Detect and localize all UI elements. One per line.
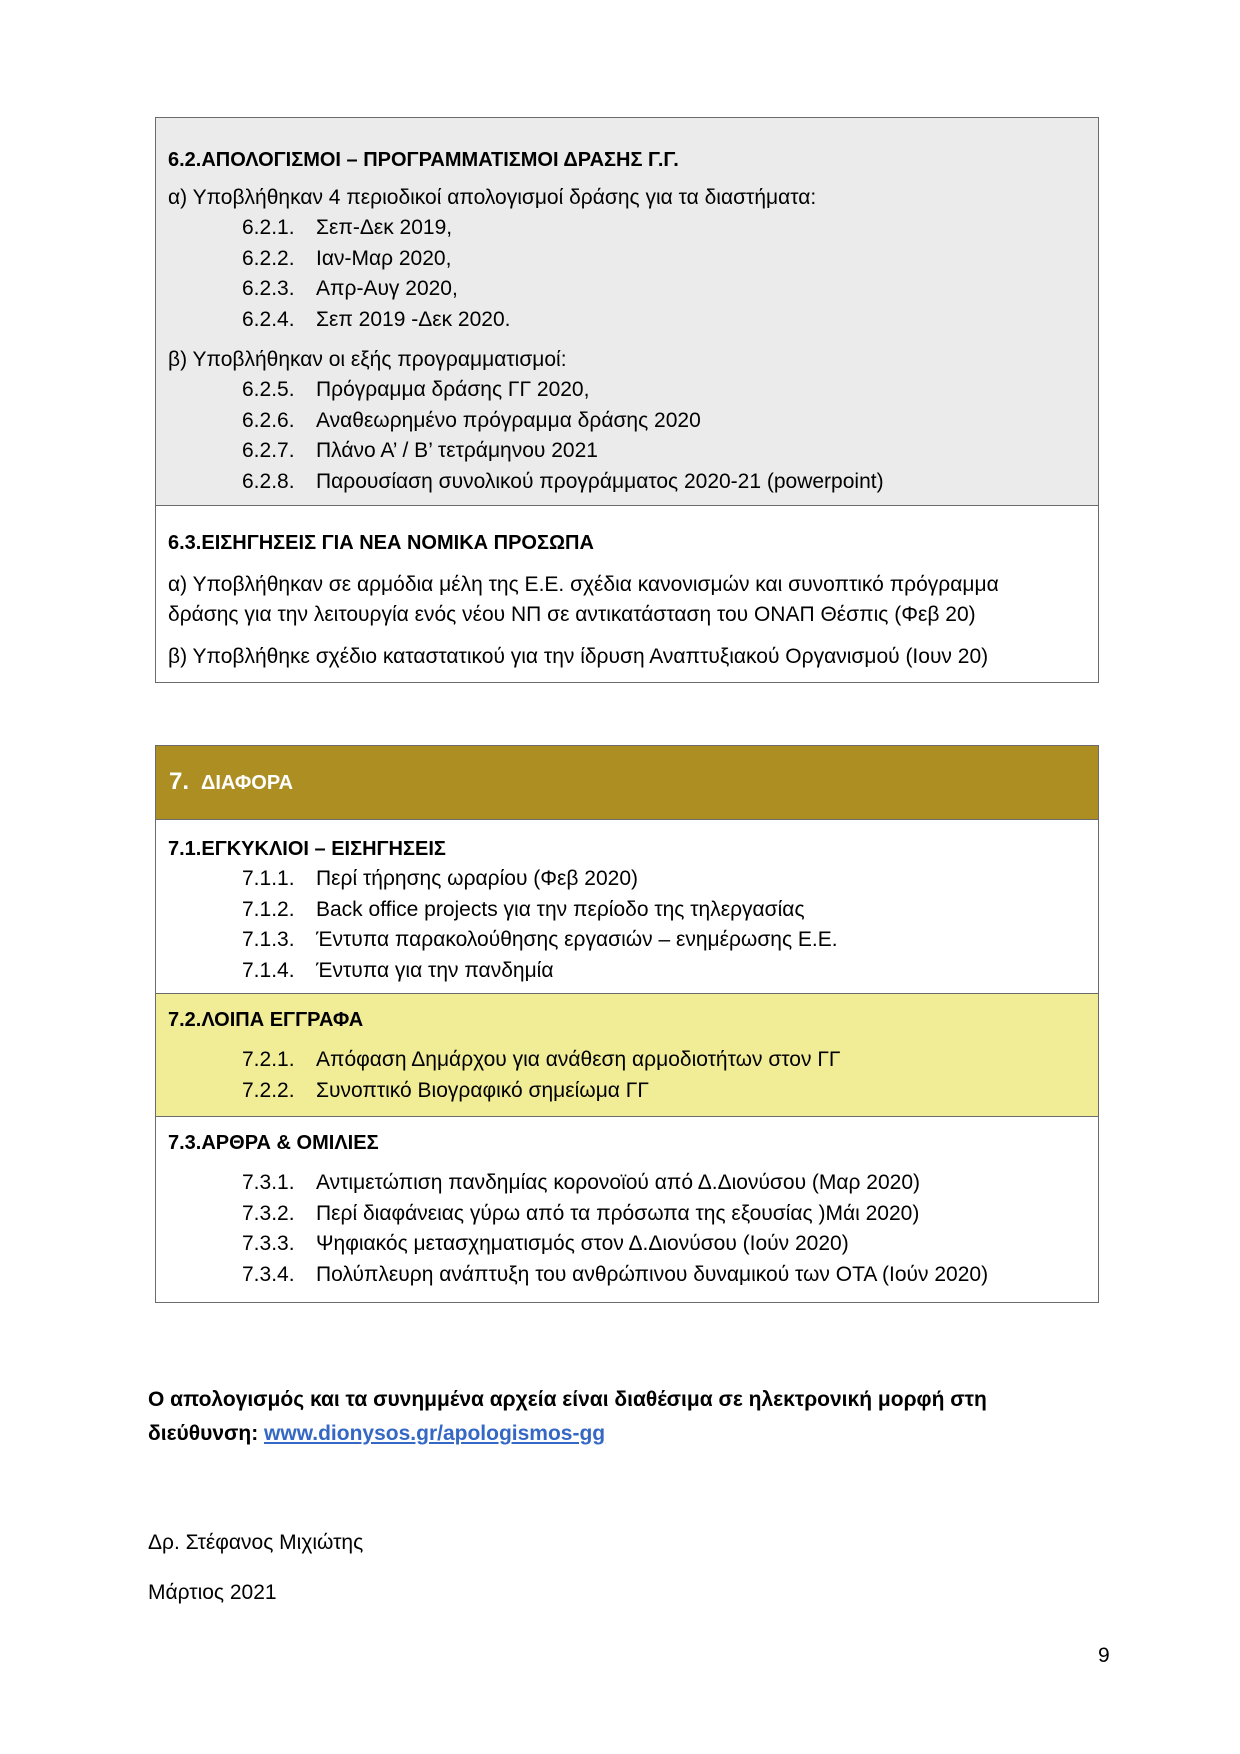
list-item <box>168 213 1086 244</box>
list-item <box>168 305 1086 336</box>
list-item-number: 7.3.3. <box>242 1232 295 1255</box>
availability-note <box>148 1383 1088 1451</box>
section-6-2-intro-a: α) Υποβλήθηκαν 4 περιοδικοί απολογισμοί δράσης για τα διαστήματα: <box>168 186 817 209</box>
list-item-text: Πρόγραμμα δράσης ΓΓ 2020, <box>316 378 590 401</box>
section-6-3-heading: 6.3.ΕΙΣΗΓΗΣΕΙΣ ΓΙΑ ΝΕΑ ΝΟΜΙΚΑ ΠΡΟΣΩΠΑ <box>168 532 594 554</box>
list-item-text: Αντιμετώπιση πανδημίας κορονοϊού από Δ.Διονύσου (Μαρ 2020) <box>316 1171 921 1194</box>
list-item <box>168 1260 1086 1291</box>
section-7-3-heading: 7.3.ΑΡΘΡΑ & ΟΜΙΛΙΕΣ <box>168 1132 379 1154</box>
list-item-number: 6.2.2. <box>242 246 295 270</box>
page-number: 9 <box>1098 1644 1110 1667</box>
list-item-text: Απόφαση Δημάρχου για ανάθεση αρμοδιοτήτων στον ΓΓ <box>316 1048 841 1071</box>
list-item-text: Σεπ-Δεκ 2019, <box>316 216 453 239</box>
list-item <box>168 925 1086 956</box>
list-item-text: Ιαν-Μαρ 2020, <box>316 246 452 270</box>
section-7-title <box>156 746 1098 819</box>
apologismos-link[interactable]: www.dionysos.gr/apologismos-gg <box>264 1422 606 1445</box>
list-item-text: Έντυπα παρακολούθησης εργασιών – ενημέρωσης Ε.Ε. <box>316 928 838 951</box>
list-item-number: 7.1.2. <box>242 897 295 921</box>
list-item-number: 6.2.4. <box>242 307 295 331</box>
list-item-number: 7.3.1. <box>242 1171 295 1194</box>
list-item <box>168 1229 1086 1260</box>
list-item <box>168 1168 1086 1199</box>
list-item <box>168 375 1086 406</box>
list-item-number: 6.2.5. <box>242 378 295 401</box>
list-item-text: Ψηφιακός μετασχηματισμός στον Δ.Διονύσου (Ιούν 2020) <box>316 1232 849 1255</box>
list-item <box>168 864 1086 895</box>
list-item <box>168 406 1086 437</box>
section-7-2 <box>156 993 1098 1116</box>
list-item <box>168 956 1086 987</box>
list-item-text: Περί διαφάνειας γύρω από τα πρόσωπα της εξουσίας )Μάι 2020) <box>316 1201 920 1225</box>
availability-note-line1: Ο απολογισμός και τα συνημμένα αρχεία είναι διαθέσιμα σε ηλεκτρονική μορφή στη <box>148 1388 987 1411</box>
section-7-1-heading: 7.1.ΕΓΚΥΚΛΙΟΙ – ΕΙΣΗΓΗΣΕΙΣ <box>168 838 446 860</box>
section-6-2 <box>156 118 1098 505</box>
list-item <box>168 1045 1086 1076</box>
table-section-7 <box>155 745 1099 1303</box>
section-6-3 <box>156 505 1098 682</box>
list-item-text: Αναθεωρημένο πρόγραμμα δράσης 2020 <box>316 408 701 432</box>
list-item-number: 6.2.8. <box>242 469 295 493</box>
section-6-3-para-a-line1: α) Υποβλήθηκαν σε αρμόδια μέλη της Ε.Ε. σχέδια κανονισμών και συνοπτικό πρόγραμμα <box>168 573 999 596</box>
list-item-text: Έντυπα για την πανδημία <box>316 958 554 982</box>
table-section-6 <box>155 117 1099 683</box>
section-7-1 <box>156 819 1098 993</box>
list-item-text: Περί τήρησης ωραρίου (Φεβ 2020) <box>316 867 638 890</box>
signature-date: Μάρτιος 2021 <box>148 1581 277 1604</box>
list-item-text: Απρ-Αυγ 2020, <box>316 277 458 300</box>
list-item-number: 7.2.1. <box>242 1048 295 1071</box>
section-7-3 <box>156 1116 1098 1302</box>
list-item-number: 7.1.3. <box>242 928 295 951</box>
list-item-text: Συνοπτικό Βιογραφικό σημείωμα ΓΓ <box>316 1078 649 1102</box>
section-7-title-text: ΔΙΑΦΟΡΑ <box>201 772 294 794</box>
list-item-number: 7.2.2. <box>242 1078 295 1102</box>
list-item-text: Πολύπλευρη ανάπτυξη του ανθρώπινου δυναμικού των ΟΤΑ (Ιούν 2020) <box>316 1262 989 1286</box>
section-6-2-list-b <box>168 375 1086 497</box>
list-item <box>168 1076 1086 1107</box>
list-item-number: 7.1.4. <box>242 958 295 982</box>
list-item-number: 7.3.2. <box>242 1201 295 1225</box>
list-item-number: 7.1.1. <box>242 867 295 890</box>
list-item <box>168 436 1086 467</box>
section-6-2-intro-b: β) Υποβλήθηκαν οι εξής προγραμματισμοί: <box>168 348 567 371</box>
availability-note-line2 <box>148 1417 1088 1451</box>
list-item <box>168 274 1086 305</box>
section-6-3-para-a-line2: δράσης για την λειτουργία ενός νέου ΝΠ σε αντικατάσταση του ΟΝΑΠ Θέσπις (Φεβ 20) <box>168 603 976 626</box>
list-item-number: 6.2.3. <box>242 277 295 300</box>
signature-name: Δρ. Στέφανος Μιχιώτης <box>148 1531 364 1554</box>
section-7-number: 7. <box>169 768 190 795</box>
address-label: διεύθυνση: <box>148 1422 259 1445</box>
list-item-text: Πλάνο Α’ / Β’ τετράμηνου 2021 <box>316 439 598 462</box>
list-item <box>168 244 1086 275</box>
section-7-2-heading: 7.2.ΛΟΙΠΑ ΕΓΓΡΑΦΑ <box>168 1009 364 1031</box>
list-item <box>168 467 1086 498</box>
list-item-text: Σεπ 2019 -Δεκ 2020. <box>316 307 511 331</box>
list-item <box>168 1199 1086 1230</box>
section-6-2-list-a <box>168 213 1086 335</box>
list-item-number: 6.2.7. <box>242 439 295 462</box>
list-item <box>168 895 1086 926</box>
list-item-text: Παρουσίαση συνολικού προγράμματος 2020-21 (powerpoint) <box>316 469 884 493</box>
list-item-number: 6.2.6. <box>242 408 295 432</box>
section-6-2-heading: 6.2.ΑΠΟΛΟΓΙΣΜΟΙ – ΠΡΟΓΡΑΜΜΑΤΙΣΜΟΙ ΔΡΑΣΗΣ Γ.Γ. <box>168 149 679 171</box>
section-6-3-para-b: β) Υποβλήθηκε σχέδιο καταστατικού για την ίδρυση Αναπτυξιακού Οργανισμού (Ιουν 20) <box>168 645 989 668</box>
list-item-number: 6.2.1. <box>242 216 295 239</box>
list-item-text: Back office projects για την περίοδο της τηλεργασίας <box>316 897 805 921</box>
list-item-number: 7.3.4. <box>242 1262 295 1286</box>
section-7-header <box>156 746 1098 819</box>
